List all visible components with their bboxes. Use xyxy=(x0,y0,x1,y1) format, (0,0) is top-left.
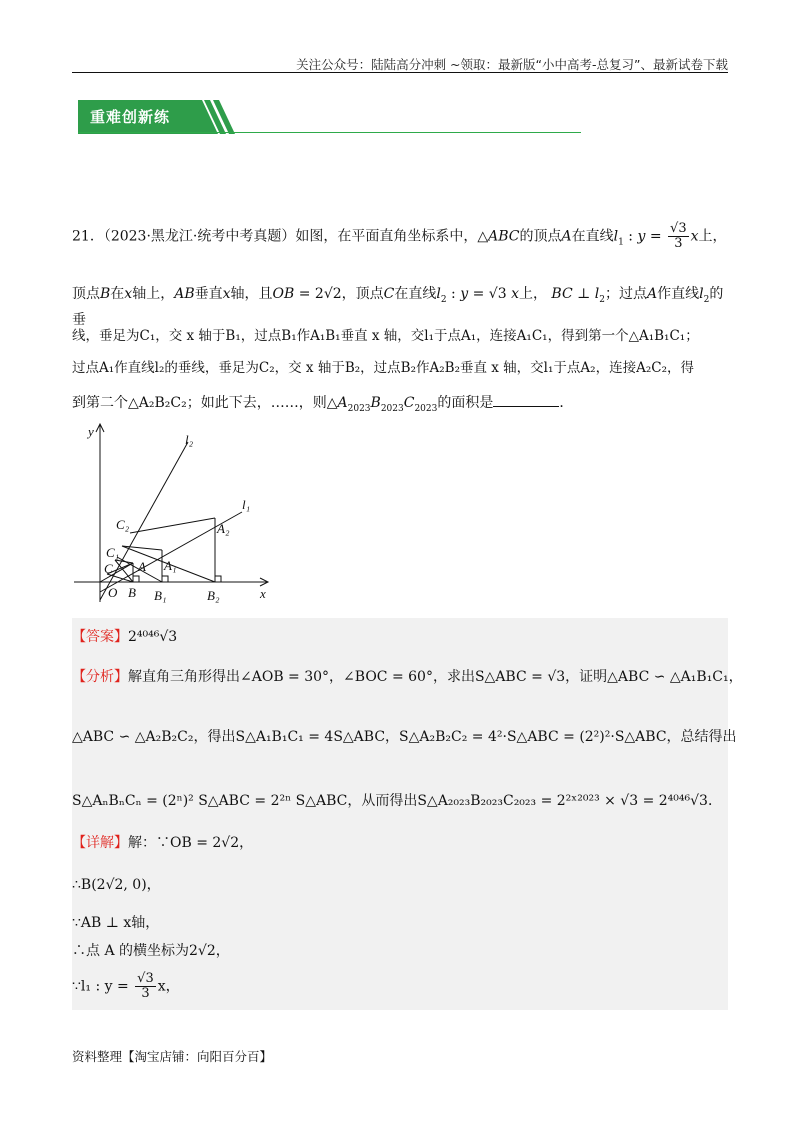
coordinate-figure xyxy=(70,420,280,610)
question-line-5: 到第二个△A₂B₂C₂；如此下去，……，则$\triangle A_{2023}B_{2023}C_{2023}$的面积是 ． xyxy=(72,392,732,419)
question-line-4: 过点A₁作直线l₂的垂线，垂足为C₂，交 x 轴于B₂，过点B₂作A₂B₂垂直 x 轴，交l₁于点A₂，连接A₂C₂，得 xyxy=(72,360,694,376)
analysis-line-1: 【分析】解直角三角形得出∠AOB = 30°，∠BOC = 60°，求出S△ABC = √3，证明△ABC ∽ △A₁B₁C₁， xyxy=(72,669,743,685)
page-footer: 资料整理【淘宝店铺：向阳百分百】 xyxy=(72,1049,273,1064)
question-line-3: 线，垂足为C₁，交 x 轴于B₁，过点B₁作A₁B₁垂直 x 轴，交l₁于点A₁，连接A₁C₁，得到第一个△A₁B₁C₁； xyxy=(72,328,699,344)
label-A1: A₁ xyxy=(164,558,177,573)
label-C1: C₁ xyxy=(106,545,120,560)
detail-line-3: ∵AB ⊥ x轴， xyxy=(72,915,160,931)
answer-blank xyxy=(493,392,559,407)
analysis-line-2: △ABC ∽ △A₂B₂C₂，得出S△A₁B₁C₁ = 4S△ABC，S△A₂B₂C₂ = 4²·S△ABC = (2²)²·S△ABC，总结得出 xyxy=(72,729,737,745)
label-y: y xyxy=(88,424,94,439)
banner-underline xyxy=(78,132,581,133)
answer-line: 【答案】2⁴⁰⁴⁶√3 xyxy=(72,629,178,645)
label-C: C xyxy=(104,561,113,576)
detail-line-1: 【详解】解：∵OB = 2√2， xyxy=(72,835,254,851)
detail-line-5: ∵l₁ : y = $\frac{√3}{3}$ x， xyxy=(72,971,180,1001)
detail-line-2: ∴B(2√2, 0)， xyxy=(72,877,161,893)
label-x: x xyxy=(260,586,266,601)
banner-title: 重难创新练 xyxy=(90,108,171,126)
label-O: O xyxy=(108,585,118,600)
label-l1: l₁ xyxy=(242,497,251,512)
question-line-2: 顶点B在x轴上，AB垂直x轴，且OB = 2√2，顶点C在直线$l_2$ : y = √3 x上， BC ⊥ $l_2$；过点A作直线$l_2$的垂 xyxy=(72,286,724,328)
label-l2: l₂ xyxy=(185,432,194,447)
detail-line-4: ∴点 A 的横坐标为2√2， xyxy=(72,943,230,959)
page-header: 关注公众号：陆陆高分冲刺 ~领取：最新版“小中高考-总复习”、最新试卷下载 xyxy=(296,57,728,72)
label-B1: B₁ xyxy=(154,588,167,603)
question-line-1: 21．（2023·黑龙江·统考中考真题）如图，在平面直角坐标系中，△ABC的顶点A在直线$l_1$ : y = $\frac{√3}{3}$ x上， xyxy=(72,221,727,251)
analysis-line-3: S△AₙBₙCₙ = (2ⁿ)² S△ABC = 2²ⁿ S△ABC，从而得出S△A₂₀₂₃B₂₀₂₃C₂₀₂₃ = 2²ˣ²⁰²³ × √3 = 2⁴⁰⁴⁶√3． xyxy=(72,793,722,809)
label-C2: C₂ xyxy=(116,517,130,532)
header-rule xyxy=(72,72,728,73)
label-A: A xyxy=(138,559,146,574)
label-B: B xyxy=(128,585,136,600)
label-A2: A₂ xyxy=(217,521,230,536)
label-B2: B₂ xyxy=(207,588,220,603)
